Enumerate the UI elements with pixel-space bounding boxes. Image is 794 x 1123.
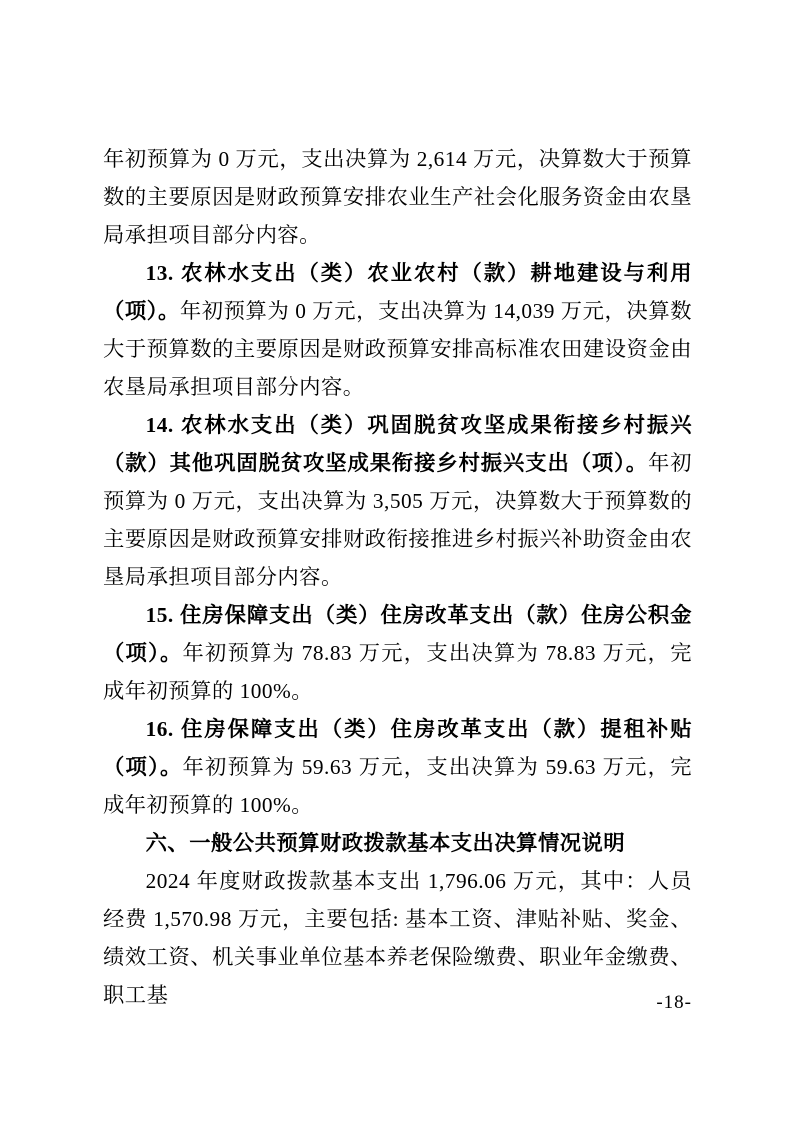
page-content — [103, 140, 692, 1014]
paragraph-12-continuation: 年初预算为 0 万元，支出决算为 2,614 万元，决算数大于预算数的主要原因是财政预算安排农业生产社会化服务资金由农垦局承担项目部分内容。 — [103, 147, 692, 247]
paragraph-item-13 — [103, 254, 692, 406]
page-number: -18- — [656, 992, 692, 1013]
paragraph-item-15 — [103, 596, 692, 710]
paragraph-13-body: 年初预算为 0 万元，支出决算为 14,039 万元，决算数大于预算数的主要原因是财政预算安排高标准农田建设资金由农垦局承担项目部分内容。 — [103, 299, 693, 399]
paragraph-item-16 — [103, 710, 692, 824]
paragraph-basic-expenditure: 2024 年度财政拨款基本支出 1,796.06 万元，其中：人员经费 1,570.98 万元，主要包括: 基本工资、津贴补贴、奖金、绩效工资、机关事业单位基本养老保险缴费、职业年金缴费、职工基 — [103, 869, 692, 1007]
paragraph-14-body: 年初预算为 0 万元，支出决算为 3,505 万元，决算数大于预算数的主要原因是财政预算安排财政衔接推进乡村振兴补助资金由农垦局承担项目部分内容。 — [103, 451, 692, 589]
paragraph-14-heading: 14. 农林水支出（类）巩固脱贫攻坚成果衔接乡村振兴（款）其他巩固脱贫攻坚成果衔接乡村振兴支出（项）。 — [103, 413, 692, 475]
section-heading-six: 六、一般公共预算财政拨款基本支出决算情况说明 — [145, 831, 626, 855]
paragraph-15-body: 年初预算为 78.83 万元，支出决算为 78.83 万元，完成年初预算的 100%。 — [103, 641, 692, 703]
paragraph-item-14 — [103, 406, 692, 596]
paragraph-16-body: 年初预算为 59.63 万元，支出决算为 59.63 万元，完成年初预算的 100%。 — [103, 755, 692, 817]
paragraph-13-heading: 13. 农林水支出（类）农业农村（款）耕地建设与利用（项）。 — [103, 261, 692, 323]
paragraph-15-heading: 15. 住房保障支出（类）住房改革支出（款）住房公积金（项）。 — [103, 603, 692, 665]
paragraph-16-heading: 16. 住房保障支出（类）住房改革支出（款）提租补贴（项）。 — [103, 717, 692, 779]
